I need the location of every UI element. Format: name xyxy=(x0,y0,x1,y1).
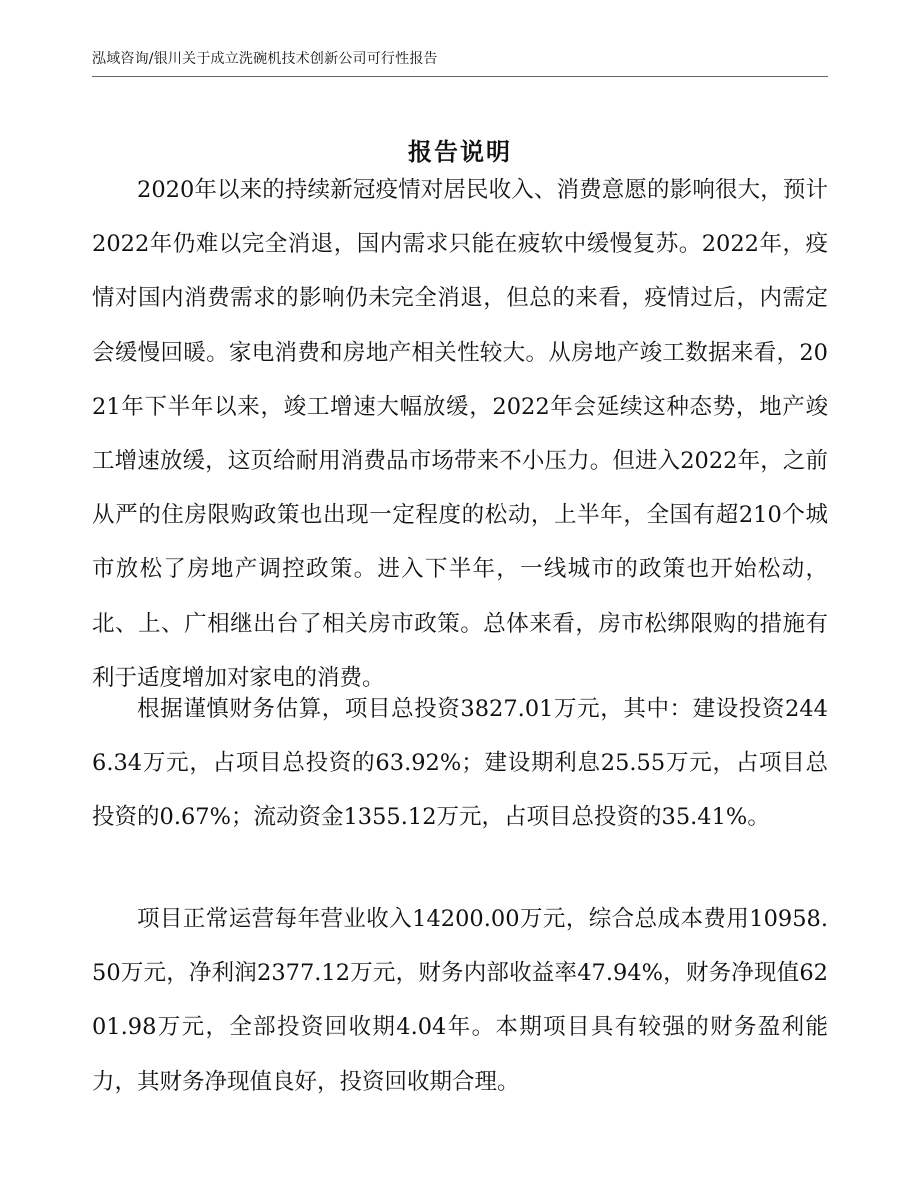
page-header: 泓域咨询/银川关于成立洗碗机技术创新公司可行性报告 xyxy=(92,51,438,67)
page-title: 报告说明 xyxy=(408,138,512,167)
body-paragraph-1: 2020年以来的持续新冠疫情对居民收入、消费意愿的影响很大，预计2022年仍难以完全消退，国内需求只能在疲软中缓慢复苏。2022年，疫情对国内消费需求的影响仍未完全消退，但总的来看，疫情过后，内需定会缓慢回暖。家电消费和房地产相关性较大。从房地产竣工数据来看，2021年下半年以来，竣工增速大幅放缓，2022年会延续这种态势，地产竣工增速放缓，这页给耐用消费品市场带来不小压力。但进入2022年，之前从严的住房限购政策也出现一定程度的松动，上半年，全国有超210个城市放松了房地产调控政策。进入下半年，一线城市的政策也开始松动，北、上、广相继出台了相关房市政策。总体来看，房市松绑限购的措施有利于适度增加对家电的消费。 xyxy=(92,177,828,691)
header-divider xyxy=(92,76,828,77)
body-paragraph-2: 根据谨慎财务估算，项目总投资3827.01万元，其中：建设投资2446.34万元，占项目总投资的63.92%；建设期利息25.55万元，占项目总投资的0.67%；流动资金1355.12万元，占项目总投资的35.41%。 xyxy=(92,696,828,831)
body-paragraph-3: 项目正常运营每年营业收入14200.00万元，综合总成本费用10958.50万元，净利润2377.12万元，财务内部收益率47.94%，财务净现值6201.98万元，全部投资回收期4.04年。本期项目具有较强的财务盈利能力，其财务净现值良好，投资回收期合理。 xyxy=(92,906,828,1095)
